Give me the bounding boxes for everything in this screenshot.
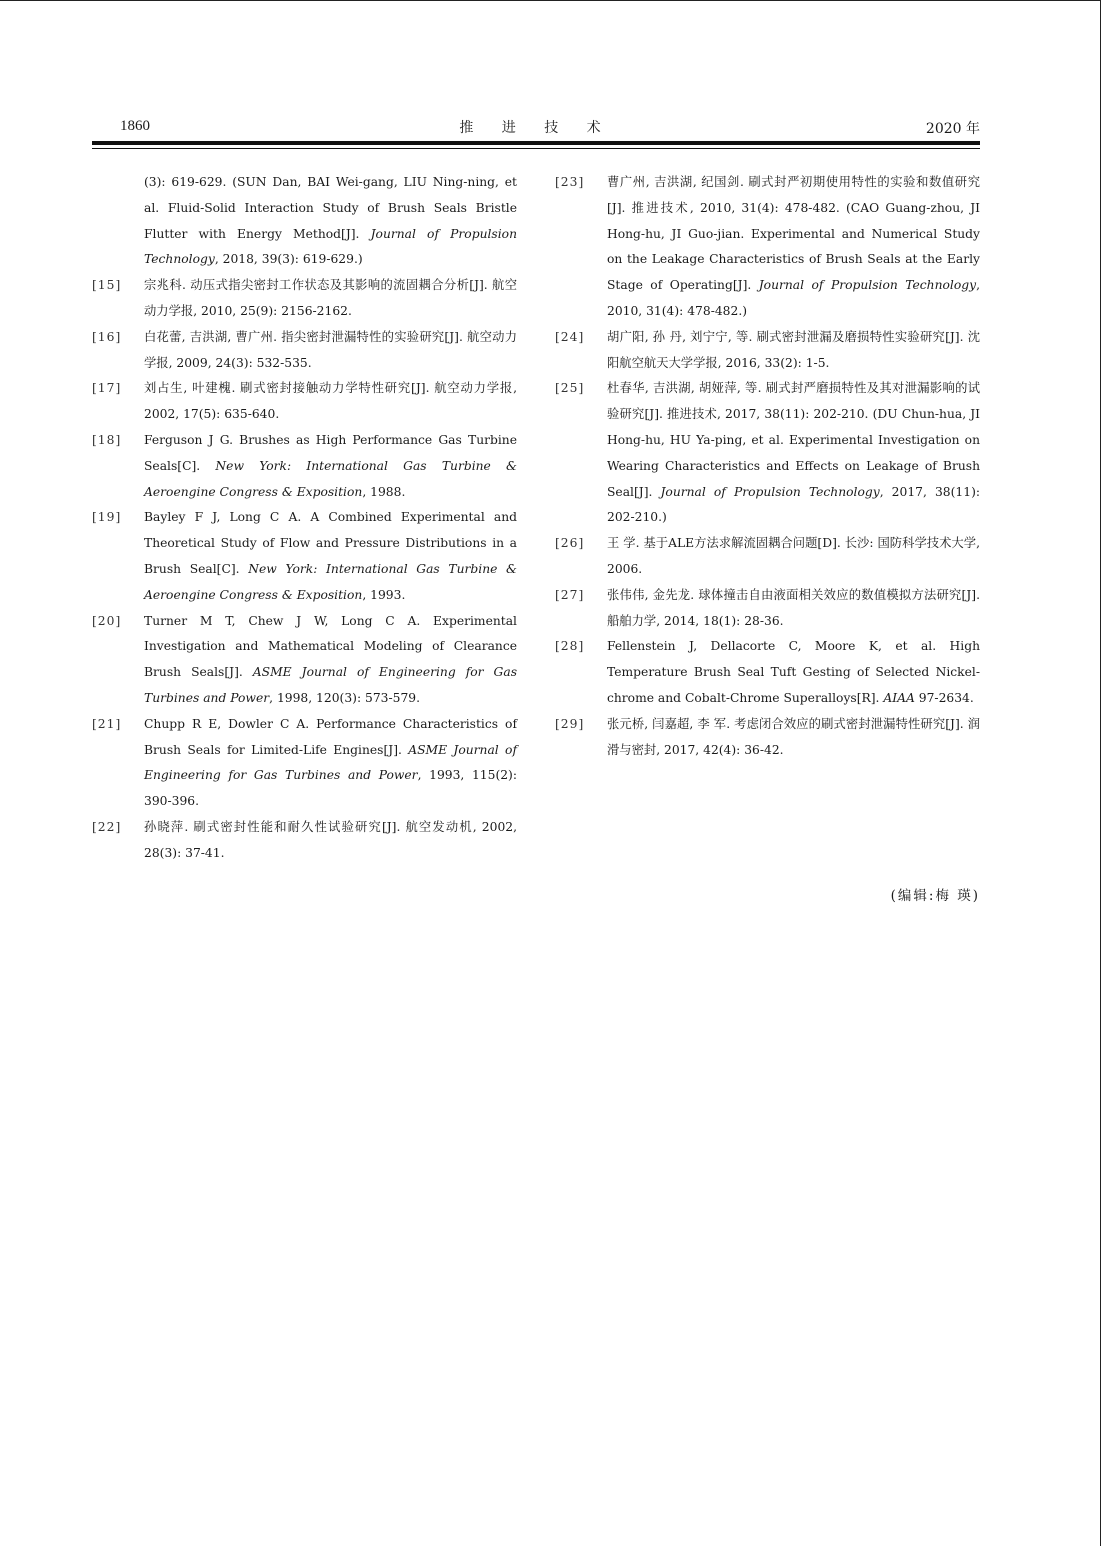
running-header: [92, 116, 980, 140]
reference-text: 杜春华, 吉洪湖, 胡娅萍, 等. 刷式封严磨损特性及其对泄漏影响的试验研究[J]. 推进技术, 2017, 38(11): 202-210. (DU Chun-hua, JI Hong-hu, HU Ya-ping, et al. Experimental Investigation on Wearing Characteristics and Effects on Leakage of Brush Seal[J]. Journal of Propulsion Technology, 2017, 38(11): 202-210.): [607, 381, 981, 525]
editor-note: (编辑:梅 瑛): [890, 888, 980, 904]
reference-number: [18]: [92, 432, 122, 447]
reference-item: [555, 170, 980, 325]
reference-item: [555, 634, 980, 711]
reference-text: Fellenstein J, Dellacorte C, Moore K, et al. High Temperature Brush Seal Tuft Gesting of Selected Nickel-chrome and Cobalt-Chrome Superalloys[R]. AIAA 97-2634.: [607, 639, 980, 705]
page-right-border: [1100, 0, 1101, 1546]
reference-item: [92, 428, 517, 505]
reference-item: [92, 609, 517, 712]
reference-text: 孙晓萍. 刷式密封性能和耐久性试验研究[J]. 航空发动机, 2002, 28(3): 37-41.: [144, 819, 517, 860]
journal-name: 推 进 技 术: [459, 120, 613, 136]
reference-number: [28]: [555, 639, 585, 654]
reference-number: [23]: [555, 175, 585, 189]
reference-text: 胡广阳, 孙 丹, 刘宁宁, 等. 刷式密封泄漏及磨损特性实验研究[J]. 沈阳航空航天大学学报, 2016, 33(2): 1-5.: [607, 329, 980, 370]
reference-text: 王 学. 基于ALE方法求解流固耦合问题[D]. 长沙: 国防科学技术大学, 2006.: [607, 536, 980, 576]
reference-number: [20]: [92, 613, 122, 628]
reference-list-right: [555, 170, 980, 763]
reference-text: 张元桥, 闫嘉超, 李 军. 考虑闭合效应的刷式密封泄漏特性研究[J]. 润滑与密封, 2017, 42(4): 36-42.: [607, 716, 980, 757]
reference-item: [92, 325, 517, 377]
header-rule-thin: [92, 148, 980, 149]
reference-item: [555, 712, 980, 764]
header-rule-thick: [92, 141, 980, 145]
reference-item: [555, 531, 980, 583]
reference-text: Chupp R E, Dowler C A. Performance Characteristics of Brush Seals for Limited-Life Engines[J]. ASME Journal of Engineering for Gas Turbines and Power, 1993, 115(2): 390-396.: [144, 716, 518, 809]
reference-item: [555, 583, 980, 635]
reference-item: [92, 815, 517, 867]
reference-number: [16]: [92, 329, 122, 344]
reference-number: [24]: [555, 329, 585, 344]
reference-column-right: [555, 170, 980, 763]
reference-number: [26]: [555, 536, 585, 551]
reference-column-left: [92, 170, 517, 867]
reference-text: 刘占生, 叶建槐. 刷式密封接触动力学特性研究[J]. 航空动力学报, 2002, 17(5): 635-640.: [144, 381, 517, 422]
reference-number: [15]: [92, 278, 122, 293]
reference-text: Bayley F J, Long C A. A Combined Experimental and Theoretical Study of Flow and Pressure Distributions in a Brush Seal[C]. New York: International Gas Turbine & Aeroengine Congress & Exposition, 1993.: [144, 510, 517, 602]
reference-item: [92, 273, 517, 325]
reference-number: [21]: [92, 716, 122, 731]
reference-number: [29]: [555, 716, 585, 731]
reference-item: [555, 376, 980, 531]
page-number: 1860: [120, 118, 150, 134]
reference-text: 白花蕾, 吉洪湖, 曹广州. 指尖密封泄漏特性的实验研究[J]. 航空动力学报, 2009, 24(3): 532-535.: [144, 329, 517, 370]
reference-text: 曹广州, 吉洪湖, 纪国剑. 刷式封严初期使用特性的实验和数值研究[J]. 推进技术, 2010, 31(4): 478-482. (CAO Guang-zhou, JI Hong-hu, JI Guo-jian. Experimental and Numerical Study on the Leakage Characteristics of Brush Seals at the Early Stage of Operating[J]. Journal of Propulsion Technology, 2010, 31(4): 478-482.): [607, 175, 980, 318]
reference-continuation: [92, 170, 517, 273]
reference-text: Ferguson J G. Brushes as High Performance Gas Turbine Seals[C]. New York: International Gas Turbine & Aeroengine Congress & Exposition, 1988.: [144, 432, 518, 499]
reference-number: [25]: [555, 381, 585, 396]
reference-item: [92, 505, 517, 608]
page-top-border: [0, 0, 1100, 1]
reference-number: [27]: [555, 587, 585, 602]
reference-item: [555, 325, 980, 377]
reference-text: 宗兆科. 动压式指尖密封工作状态及其影响的流固耦合分析[J]. 航空动力学报, 2010, 25(9): 2156-2162.: [144, 278, 517, 318]
reference-item: [92, 712, 517, 815]
reference-number: [17]: [92, 381, 122, 396]
reference-text: (3): 619-629. (SUN Dan, BAI Wei-gang, LIU Ning-ning, et al. Fluid-Solid Interaction Study of Brush Seals Bristle Flutter with Energy Method[J]. Journal of Propulsion Technology, 2018, 39(3): 619-629.): [144, 175, 518, 267]
reference-number: [19]: [92, 510, 122, 525]
issue-year: 2020 年: [925, 121, 980, 137]
reference-text: 张伟伟, 金先龙. 球体撞击自由液面相关效应的数值模拟方法研究[J]. 船舶力学, 2014, 18(1): 28-36.: [607, 587, 980, 628]
reference-item: [92, 376, 517, 428]
reference-text: Turner M T, Chew J W, Long C A. Experimental Investigation and Mathematical Modeling of Clearance Brush Seals[J]. ASME Journal of Engineering for Gas Turbines and Power, 1998, 120(3): 573-579.: [144, 613, 517, 705]
reference-list-left: [92, 273, 517, 866]
reference-number: [22]: [92, 819, 122, 834]
